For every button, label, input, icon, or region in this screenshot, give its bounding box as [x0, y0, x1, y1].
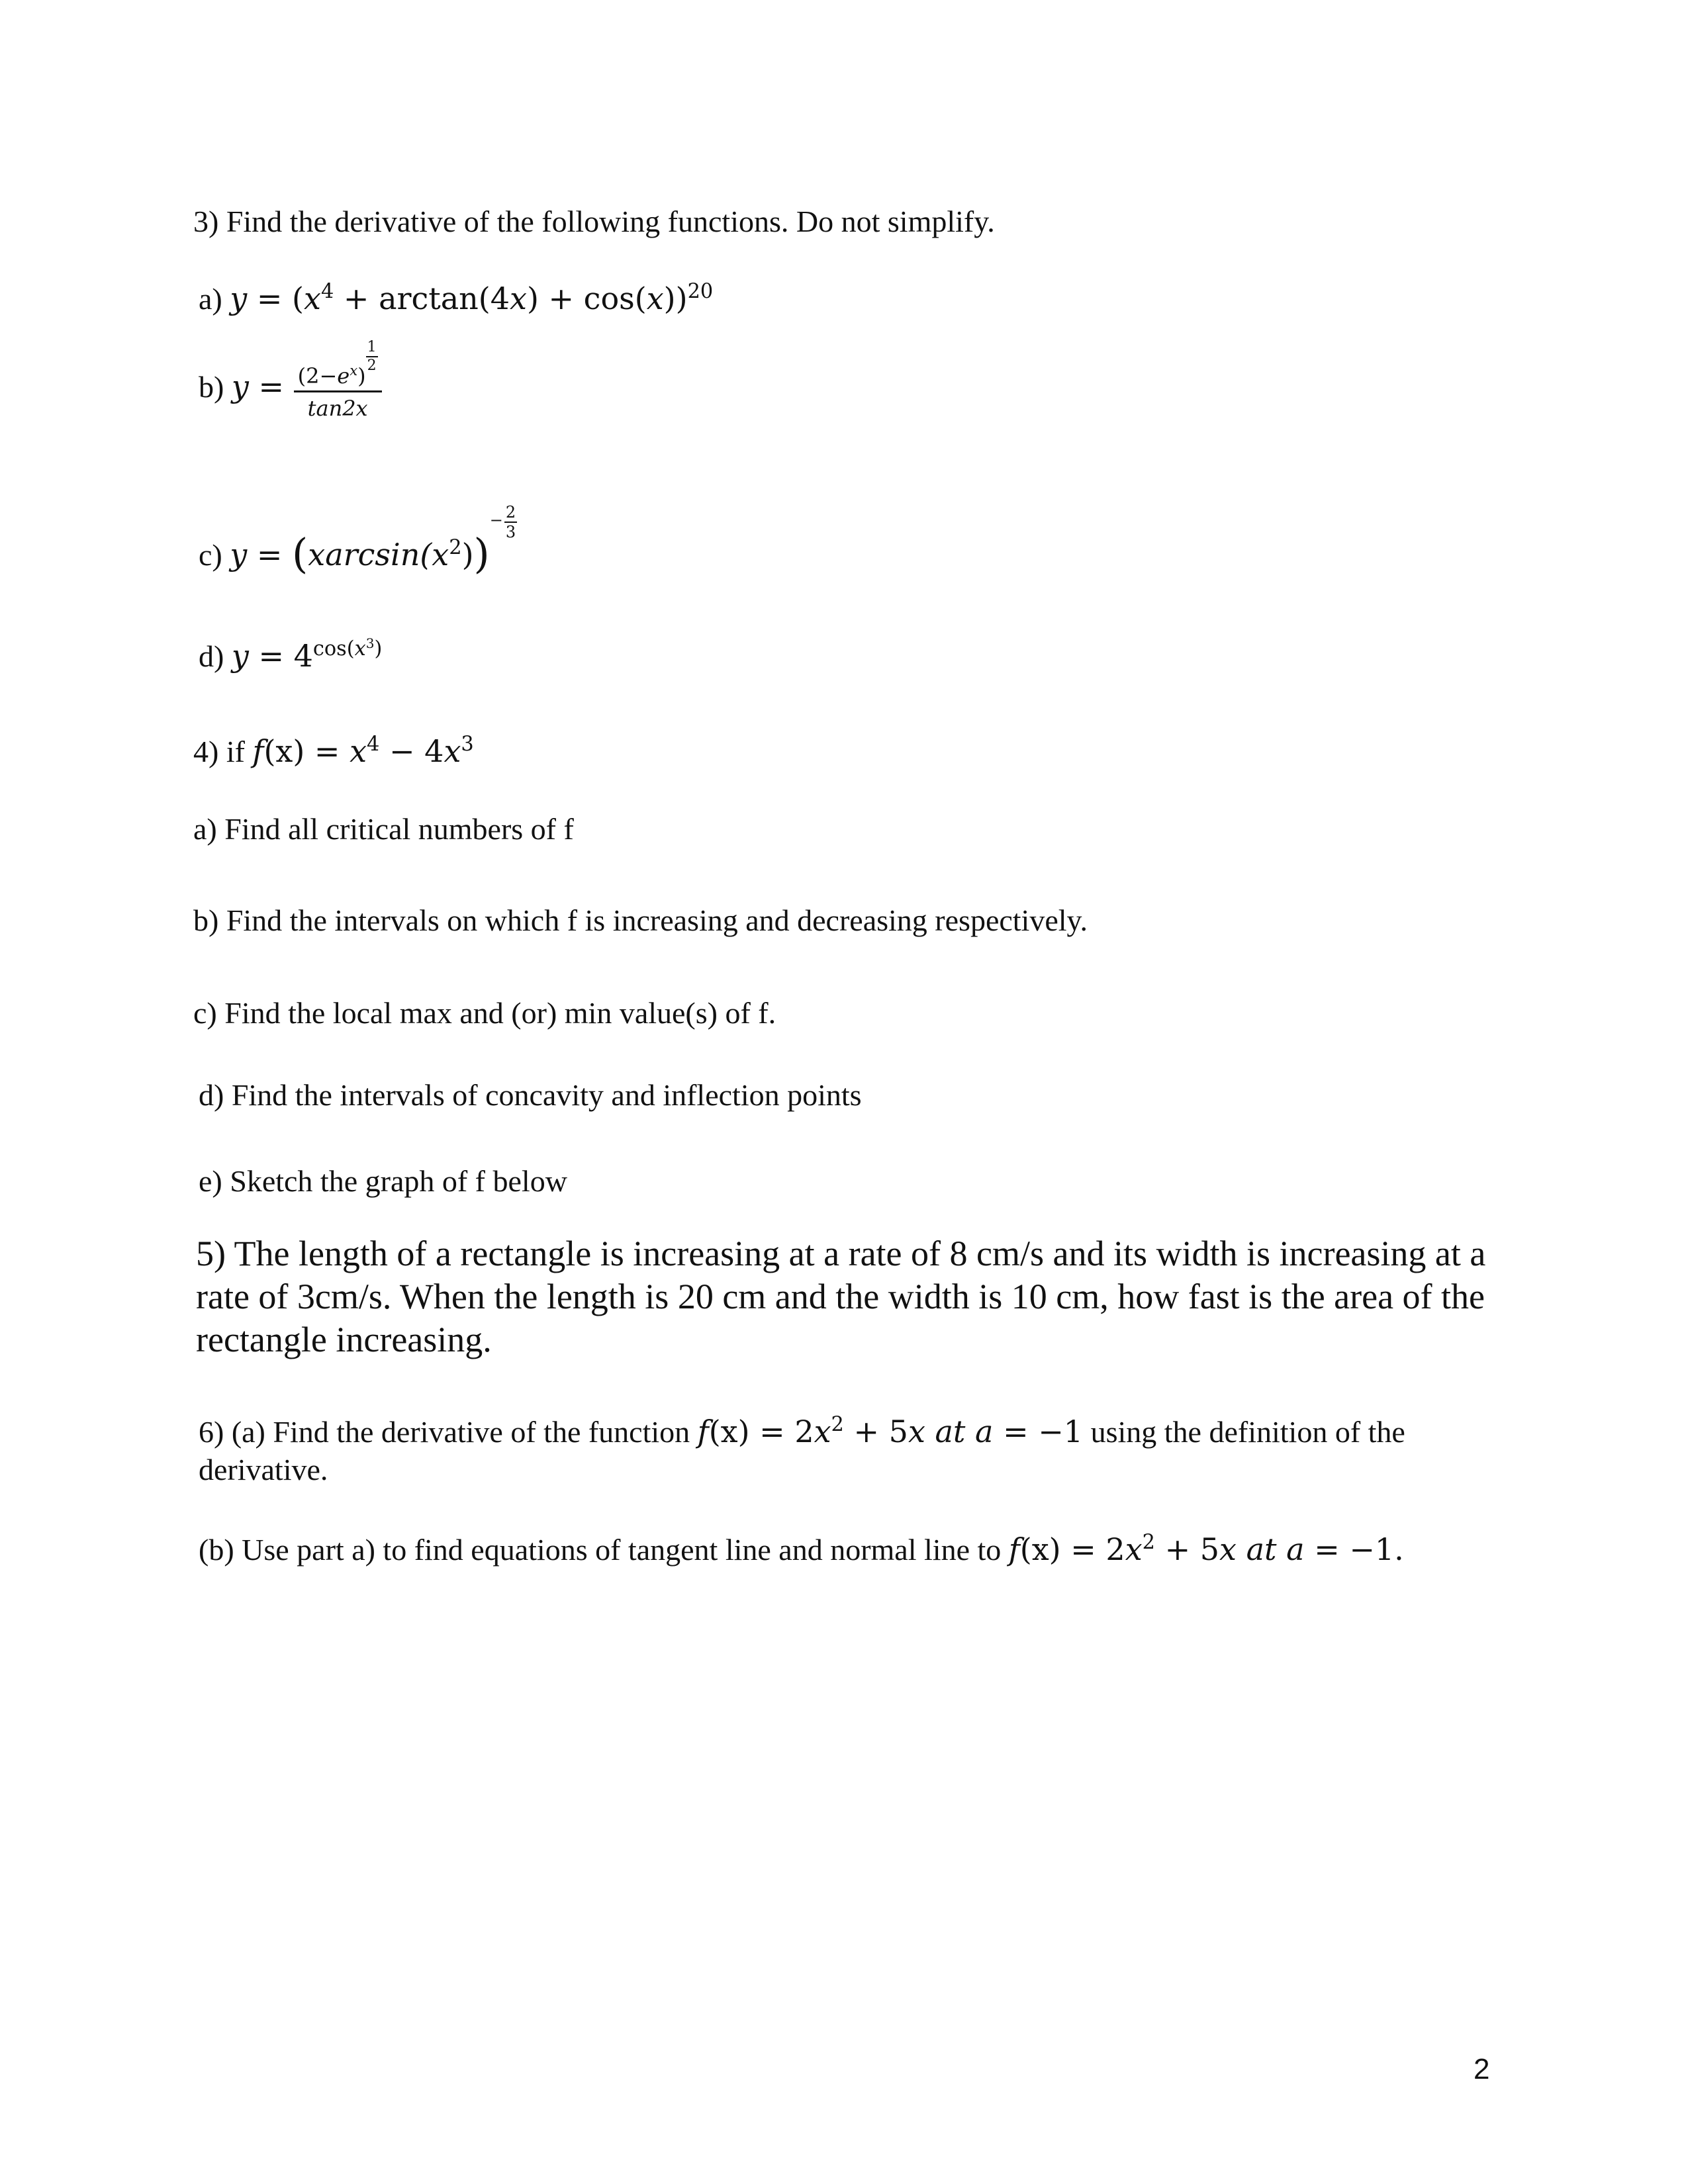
q3c-y: y: [230, 537, 248, 572]
q3b-num-open: (2−: [297, 363, 338, 388]
q3b-num-e: e: [337, 363, 350, 388]
q3b-label: b): [199, 370, 232, 404]
q6a-eq: = 2: [749, 1414, 814, 1449]
q6a-rest-pre: + 5: [843, 1414, 908, 1449]
q3a-close: )): [663, 281, 688, 316]
q3c-exp-bottom: 3: [505, 523, 516, 541]
q6a-post: using the definition of the: [1083, 1415, 1405, 1449]
q3a-equals: =: [247, 281, 293, 316]
q4-x4-exp: 4: [367, 733, 380, 756]
q6b-line: [199, 1531, 1404, 1567]
page-number: 2: [1474, 2053, 1490, 2085]
q4-intro-pre: 4) if: [193, 735, 253, 768]
q6b-rest-x: x at a: [1219, 1531, 1305, 1567]
q4d-text: d) Find the intervals of concavity and inflection points: [199, 1078, 862, 1112]
q4-intro: [193, 733, 474, 769]
q6a-x-exp: 2: [831, 1413, 844, 1437]
q3c-exp-top: 2: [505, 503, 516, 522]
q3a-x4-base: x: [304, 281, 321, 316]
q4-eq: =: [305, 733, 350, 769]
q3b-fraction: [294, 339, 382, 421]
q3d-label: d): [199, 639, 232, 673]
q3b-num-close: ): [357, 363, 366, 388]
q3d-exp-x-exp: 3: [365, 635, 375, 652]
q3a-outer-exp: 20: [687, 280, 714, 304]
q6b-rest-pre: + 5: [1154, 1531, 1220, 1567]
q6b-f: f: [1008, 1531, 1020, 1567]
q6a-f: f: [697, 1414, 709, 1449]
q3d-exp-x: x: [354, 637, 366, 661]
q3-heading: 3) Find the derivative of the following functions. Do not simplify.: [193, 205, 995, 238]
q3c-equation: [199, 503, 517, 578]
q6b-x-exp: 2: [1142, 1531, 1155, 1555]
q3b-denominator: tan2x: [307, 396, 368, 421]
q3c-exp-sign: −: [489, 511, 503, 529]
q4a-text: a) Find all critical numbers of f: [193, 812, 574, 846]
q3a-plus-arctan: + arctan(4: [334, 281, 510, 316]
q3d-exp-close: ): [374, 637, 383, 661]
q6a-rest-x: x at a: [908, 1414, 994, 1449]
q4-x3-exp: 3: [461, 733, 474, 756]
q6a-pre: 6) (a) Find the derivative of the function: [199, 1415, 698, 1449]
q3b-num-ex: x: [350, 362, 358, 379]
q3d-y: y: [231, 638, 249, 674]
q3d-exp-cos: cos(: [312, 637, 355, 661]
q3b-y: y: [231, 369, 249, 405]
q6b-fx: (x): [1019, 1531, 1061, 1567]
q3c-open-paren: (: [292, 529, 308, 578]
q3c-exponent: [490, 504, 517, 540]
q6a-rest-eq: = −1: [993, 1414, 1084, 1449]
q4-fx: (x): [263, 733, 305, 769]
q3a-x-a: x: [510, 281, 527, 316]
q3a-y: y: [230, 281, 248, 316]
q4-x4: x: [350, 733, 367, 769]
q6a-fx: (x): [708, 1414, 750, 1449]
q6b-eq: = 2: [1060, 1531, 1125, 1567]
q3c-inner-close: ): [461, 537, 474, 572]
q3b-num-exponent: [366, 340, 378, 373]
q3a-mid: ) + cos(: [526, 281, 647, 316]
q3d-base: 4: [293, 638, 313, 674]
q3a-label: a): [199, 282, 230, 316]
q3a-x-b: x: [646, 281, 664, 316]
q3c-equals: =: [247, 537, 293, 572]
q3c-inner: xarcsin(x: [308, 537, 449, 572]
q6b-rest-eq: = −1.: [1304, 1531, 1404, 1567]
q3a-x4-exp: 4: [320, 280, 334, 304]
q6a-line2: derivative.: [199, 1453, 328, 1486]
q3d-equals: =: [248, 638, 294, 674]
q4c-text: c) Find the local max and (or) min value(s) of f.: [193, 996, 776, 1030]
q3b-equals: =: [248, 369, 294, 405]
q6b-x: x: [1125, 1531, 1143, 1567]
q4-f: f: [252, 733, 264, 769]
q3b-num-exp-top: 1: [366, 340, 378, 357]
q3b-num-exp-bottom: 2: [367, 357, 377, 374]
q4e-text: e) Sketch the graph of f below: [199, 1164, 567, 1198]
q3b-equation: [199, 339, 382, 423]
q6b-pre: (b) Use part a) to find equations of tangent line and normal line to: [199, 1533, 1009, 1567]
q3b-numerator: [294, 339, 382, 392]
q4-minus: − 4: [379, 733, 444, 769]
q4b-text: b) Find the intervals on which f is increasing and decreasing respectively.: [193, 903, 1088, 937]
q3c-close-paren: ): [473, 529, 490, 578]
q6a-x: x: [814, 1414, 831, 1449]
q3c-inner-exp: 2: [449, 536, 462, 560]
q3c-label: c): [199, 538, 230, 572]
q3d-exponent: [313, 637, 382, 660]
q5-text: 5) The length of a rectangle is increasing at a rate of 8 cm/s and its width is increasing at a rate of 3cm/s. When the length is 20 cm and the width is 10 cm, how fast is the area of the rectangle increasing.: [196, 1234, 1486, 1359]
q6a-line1: [199, 1413, 1405, 1449]
q3a-equation: [199, 280, 714, 316]
q4-x3: x: [444, 733, 461, 769]
q3d-equation: [199, 635, 383, 674]
q3a-open: (: [292, 281, 304, 316]
